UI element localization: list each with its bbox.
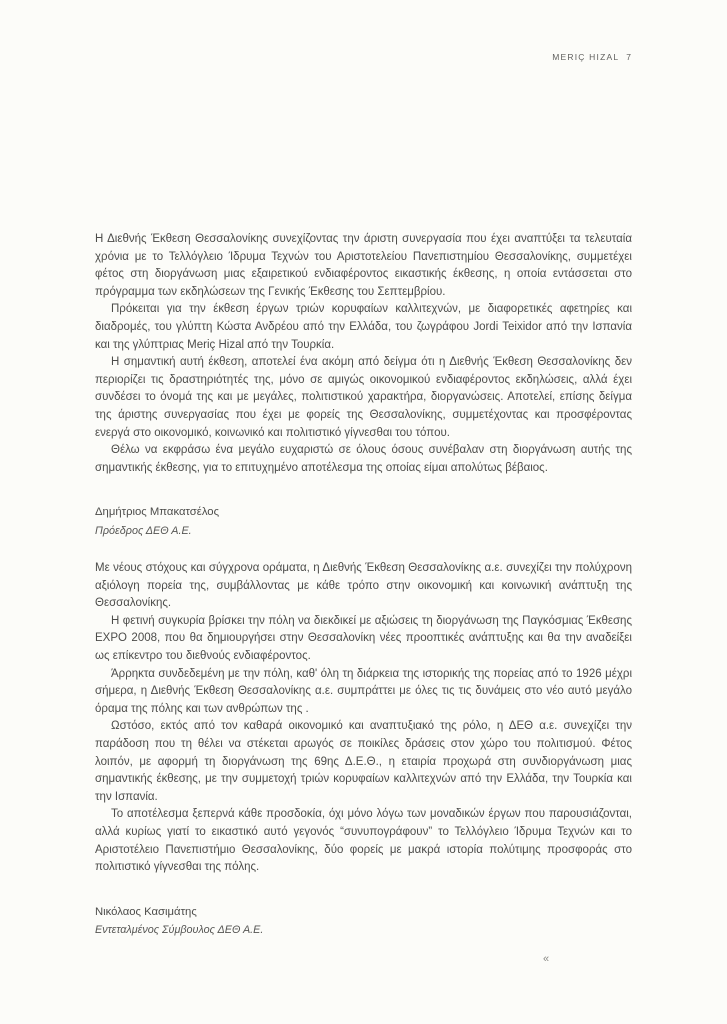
running-header <box>552 52 631 62</box>
paragraph: Ωστόσο, εκτός από τον καθαρά οικονομικό και αναπτυξιακό της ρόλο, η ΔΕΘ α.ε. συνεχίζει την παράδοση που τη θέλει να στέκεται αρωγός σε ποικίλες δράσεις στον χώρο του πολιτισμού. Φέτος λοιπόν, με αφορμή τη διοργάνωση της 69ης Δ.Ε.Θ., η εταιρία προχωρά στη συνδιοργάνωση μιας σημαντικής έκθεσης, με την συμμετοχή τριών κορυφαίων καλλιτεχνών από την Ελλάδα, την Τουρκία και την Ισπανία. <box>95 720 632 803</box>
print-mark: « <box>543 953 550 965</box>
letter-block-2 <box>95 560 632 940</box>
signature-name: Νικόλαος Κασιμάτης <box>95 905 197 918</box>
letter-block-1 <box>95 231 632 541</box>
paragraph: Το αποτέλεσμα ξεπερνά κάθε προσδοκία, όχι μόνο λόγω των μοναδικών έργων που παρουσιάζονται, αλλά κυρίως γιατί το εικαστικό αυτό γεγονός “συνυπογράφουν” το Τελλόγλειο Ίδρυμα Τεχνών και το Αριστοτέλειο Πανεπιστήμιο Θεσσαλονίκης, δύο φορείς με μακρά ιστορία πολύτιμης προσφοράς στο πολιτιστικό γίγνεσθαι της πόλης. <box>95 808 632 874</box>
paragraph: Η φετινή συγκυρία βρίσκει την πόλη να διεκδικεί με αξιώσεις τη διοργάνωση της Παγκόσμιας Έκθεσης EXPO 2008, που θα δημιουργήσει στην Θεσσαλονίκη νέες προοπτικές ανάπτυξης και θα την αναδείξει ως επίκεντρο του διεθνούς ενδιαφέροντος. <box>95 614 632 662</box>
signature-block <box>95 504 632 540</box>
signature-block <box>95 904 632 940</box>
paragraph: Η Διεθνής Έκθεση Θεσσαλονίκης συνεχίζοντας την άριστη συνεργασία που έχει αναπτύξει τα τελευταία χρόνια με το Τελλόγλειο Ίδρυμα Τεχνών του Αριστοτελείου Πανεπιστημίου Θεσσαλονίκης, συμμετέχει φέτος στη διοργάνωση μιας εξαιρετικού ενδιαφέροντος εικαστικής έκθεσης, η οποία εντάσσεται στο πρόγραμμα των εκδηλώσεων της Γενικής Έκθεσης του Σεπτεμβρίου. <box>95 233 632 298</box>
paragraph: Η σημαντική αυτή έκθεση, αποτελεί ένα ακόμη από δείγμα ότι η Διεθνής Έκθεση Θεσσαλονίκης δεν περιορίζει τις δραστηριότητές της, μόνο σε αμιγώς οικονομικού ενδιαφέροντος εκδηλώσεις, αλλά έχει συνδέσει το όνομά της και με μεγάλες, πολιτιστικού χαρακτήρα, διοργανώσεις. Αποτελεί, επίσης δείγμα της άριστης συνεργασίας που έχει με φορείς της Θεσσαλονίκης, συμμετέχοντας και προσφέροντας ενεργά στο οικονομικό, κοινωνικό και πολιτιστικό γίγνεσθαι του τόπου. <box>95 356 632 439</box>
page-number: 7 <box>626 52 631 62</box>
paragraph: Με νέους στόχους και σύγχρονα οράματα, η Διεθνής Έκθεση Θεσσαλονίκης α.ε. συνεχίζει την πολύχρονη αξιόλογη πορεία της, συμβάλλοντας με κάθε τρόπο στην οικονομική και κοινωνική ανάπτυξη της Θεσσαλονίκης. <box>95 562 632 610</box>
signature-title: Εντεταλμένος Σύμβουλος ΔΕΘ Α.Ε. <box>95 924 264 937</box>
paragraph: Άρρηκτα συνδεδεμένη με την πόλη, καθ' όλη τη διάρκεια της ιστορικής της πορείας από το 1926 μέχρι σήμερα, η Διεθνής Έκθεση Θεσσαλονίκης α.ε. συμπράττει με όλες τις τις δυνάμεις στο νέο αυτό μεγάλο όραμα της πόλης και των ανθρώπων της . <box>95 667 632 715</box>
signature-name: Δημήτριος Μπακατσέλος <box>95 506 220 519</box>
signature-title: Πρόεδρος ΔΕΘ Α.Ε. <box>95 524 192 537</box>
paragraph: Θέλω να εκφράσω ένα μεγάλο ευχαριστώ σε όλους όσους συνέβαλαν στη διοργάνωση αυτής της σημαντικής έκθεσης, για το επιτυχημένο αποτέλεσμα της οποίας είμαι απολύτως βέβαιος. <box>95 444 632 474</box>
paragraph: Πρόκειται για την έκθεση έργων τριών κορυφαίων καλλιτεχνών, με διαφορετικές αφετηρίες και διαδρομές, του γλύπτη Κώστα Ανδρέου από την Ελλάδα, του ζωγράφου Jordi Teixidor από την Ισπανία και της γλύπτριας Meriç Hizal από την Τουρκία. <box>95 303 632 351</box>
header-title: MERIÇ HIZAL <box>552 52 620 62</box>
